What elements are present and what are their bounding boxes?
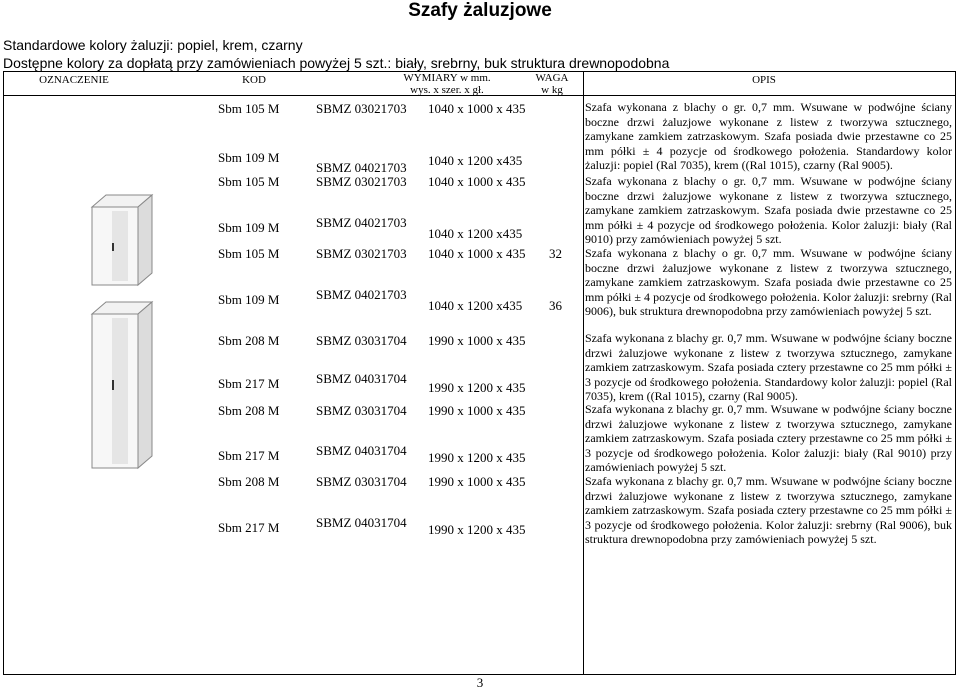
cabinet-tall-image bbox=[86, 300, 156, 470]
cell-wymiary: 1990 x 1200 x 435 bbox=[428, 522, 526, 537]
header-kod: KOD bbox=[242, 74, 266, 86]
cell-kod: SBMZ 03021703 bbox=[316, 174, 407, 189]
cell-wymiary: 1990 x 1200 x 435 bbox=[428, 450, 526, 465]
cell-wymiary: 1040 x 1200 x435 bbox=[428, 298, 523, 313]
cell-wymiary: 1040 x 1200 x435 bbox=[428, 226, 523, 241]
cell-kod: SBMZ 03031704 bbox=[316, 403, 407, 418]
cell-opis: Szafa wykonana z blachy o gr. 0,7 mm. Wsuwane w podwójne ściany boczne drzwi żaluzjowe wykonane z listew z tworzywa sztucznego, zamykane zamkiem zatrzaskowym. Szafa posiada dwie przestawne co 25 mm półki ± 4 pozycje od środkowego położenia. Kolor żaluzji: srebrny (Ral 9006), buk struktura drewnopodobna przy zamówieniach powyżej 5 szt. bbox=[585, 246, 952, 318]
cell-oznaczenie: Sbm 105 M bbox=[218, 101, 280, 116]
cell-oznaczenie: Sbm 208 M bbox=[218, 474, 280, 489]
cell-oznaczenie: Sbm 208 M bbox=[218, 333, 280, 348]
cell-opis: Szafa wykonana z blachy gr. 0,7 mm. Wsuwane w podwójne ściany boczne drzwi żaluzjowe wykonane z listew z tworzywa sztucznego, zamykane zamkiem zatrzaskowym. Szafa posiada cztery przestawne co 25 mm półki ± 3 pozycje od środkowego położenia. Kolor żaluzji: srebrny (Ral 9006), buk struktura drewnopodobna przy zamówieniach powyżej 5 szt. bbox=[585, 474, 952, 546]
cell-oznaczenie: Sbm 105 M bbox=[218, 174, 280, 189]
cell-oznaczenie: Sbm 109 M bbox=[218, 220, 280, 235]
cell-kod: SBMZ 03031704 bbox=[316, 474, 407, 489]
cell-kod: SBMZ 03021703 bbox=[316, 101, 407, 116]
cell-opis: Szafa wykonana z blachy o gr. 0,7 mm. Wsuwane w podwójne ściany boczne drzwi żaluzjowe wykonane z listew z tworzywa sztucznego, zamykane zamkiem zatrzaskowym. Szafa posiada dwie przestawne co 25 mm półki ± 4 pozycje od środkowego położenia. Standardowy kolor żaluzji: popiel (Ral 7035), krem ((Ral 1015), czarny (Ral 9005). bbox=[585, 100, 952, 172]
intro-extra-colors: Dostępne kolory za dopłatą przy zamówieniach powyżej 5 szt.: biały, srebrny, buk struktura drewnopodobna bbox=[3, 55, 670, 71]
cell-opis: Szafa wykonana z blachy gr. 0,7 mm. Wsuwane w podwójne ściany boczne drzwi żaluzjowe wykonane z listew z tworzywa sztucznego, zamykane zamkiem zatrzaskowym. Szafa posiada cztery przestawne co 25 mm półki ± 3 pozycje od środkowego położenia. Kolor żaluzji: biały (Ral 9010) przy zamówieniach powyżej 5 szt. bbox=[585, 402, 952, 474]
header-waga-line2: w kg bbox=[541, 84, 563, 96]
cell-oznaczenie: Sbm 217 M bbox=[218, 376, 280, 391]
header-oznaczenie: OZNACZENIE bbox=[39, 74, 109, 86]
cell-wymiary: 1990 x 1200 x 435 bbox=[428, 380, 526, 395]
cell-wymiary: 1040 x 1000 x 435 bbox=[428, 101, 526, 116]
column-divider bbox=[583, 72, 584, 674]
cell-opis: Szafa wykonana z blachy o gr. 0,7 mm. Wsuwane w podwójne ściany boczne drzwi żaluzjowe wykonane z listew z tworzywa sztucznego, zamykane zamkiem zatrzaskowym. Szafa posiada dwie przestawne co 25 mm półki ± 4 pozycje od środkowego położenia. Kolor żaluzji: biały (Ral 9010) przy zamówieniach powyżej 5 szt. bbox=[585, 174, 952, 246]
cell-oznaczenie: Sbm 109 M bbox=[218, 292, 280, 307]
cell-wymiary: 1040 x 1000 x 435 bbox=[428, 174, 526, 189]
cell-wymiary: 1990 x 1000 x 435 bbox=[428, 333, 526, 348]
intro-standard-colors: Standardowe kolory żaluzji: popiel, krem, czarny bbox=[3, 37, 303, 53]
cabinet-low-image bbox=[86, 193, 156, 288]
cell-wymiary: 1990 x 1000 x 435 bbox=[428, 403, 526, 418]
header-waga-line1: WAGA bbox=[535, 72, 569, 84]
cell-kod: SBMZ 04031704 bbox=[316, 371, 407, 386]
cell-kod: SBMZ 04021703 bbox=[316, 287, 407, 302]
cell-wymiary: 1040 x 1200 x435 bbox=[428, 153, 523, 168]
cell-waga: 32 bbox=[549, 246, 562, 261]
header-waga bbox=[512, 72, 592, 96]
cell-oznaczenie: Sbm 217 M bbox=[218, 448, 280, 463]
cell-oznaczenie: Sbm 105 M bbox=[218, 246, 280, 261]
cell-oznaczenie: Sbm 109 M bbox=[218, 150, 280, 165]
cell-kod: SBMZ 04021703 bbox=[316, 215, 407, 230]
cell-wymiary: 1040 x 1000 x 435 bbox=[428, 246, 526, 261]
cell-kod: SBMZ 03031704 bbox=[316, 333, 407, 348]
cell-oznaczenie: Sbm 217 M bbox=[218, 520, 280, 535]
cell-kod: SBMZ 04031704 bbox=[316, 443, 407, 458]
page-number: 3 bbox=[476, 675, 484, 690]
cell-kod: SBMZ 04031704 bbox=[316, 515, 407, 530]
header-wymiary-line1: WYMIARY w mm. bbox=[403, 72, 491, 84]
cell-waga: 36 bbox=[549, 298, 562, 313]
cell-wymiary: 1990 x 1000 x 435 bbox=[428, 474, 526, 489]
header-wymiary bbox=[372, 72, 522, 96]
cell-kod: SBMZ 03021703 bbox=[316, 246, 407, 261]
cell-oznaczenie: Sbm 208 M bbox=[218, 403, 280, 418]
cell-kod: SBMZ 04021703 bbox=[316, 160, 407, 175]
cell-opis: Szafa wykonana z blachy gr. 0,7 mm. Wsuwane w podwójne ściany boczne drzwi żaluzjowe wykonane z listew z tworzywa sztucznego, zamykane zamkiem zatrzaskowym. Szafa posiada cztery przestawne co 25 mm półki ± 3 pozycje od środkowego położenia. Standardowy kolor żaluzji: popiel (Ral 7035), krem ((Ral 1015), czarny (Ral 9005). bbox=[585, 331, 952, 403]
page-title: Szafy żaluzjowe bbox=[408, 0, 552, 21]
header-wymiary-line2: wys. x szer. x gł. bbox=[410, 84, 484, 96]
header-opis: OPIS bbox=[752, 74, 776, 86]
